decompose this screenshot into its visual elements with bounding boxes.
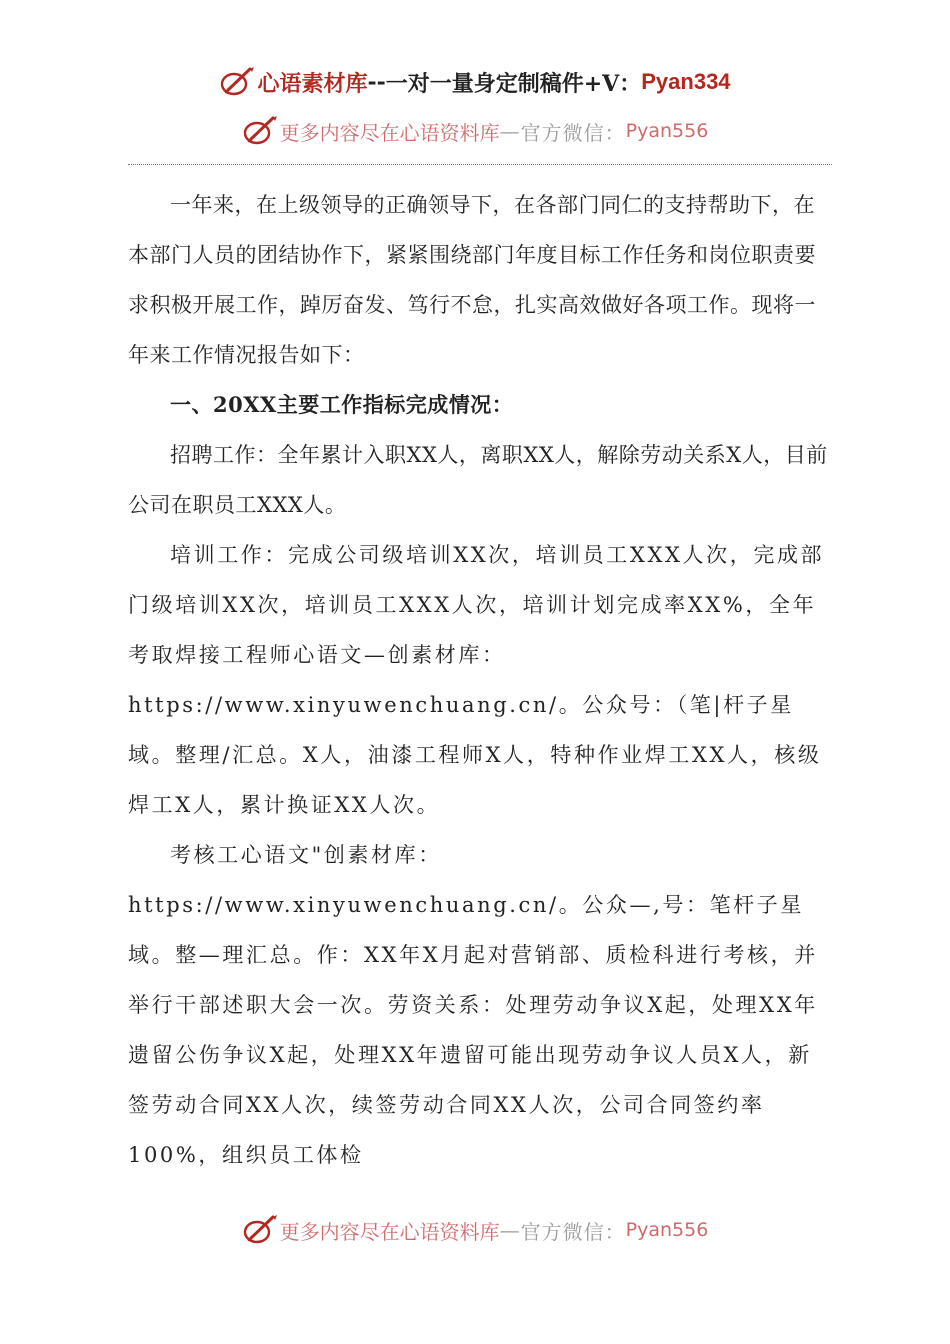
pen-logo-icon: [242, 1213, 278, 1247]
sub-banner-text: 更多内容尽在心语资料库: [279, 120, 500, 145]
paragraph-recruitment: 招聘工作：全年累计入职XX人，离职XX人，解除劳动关系X人，目前公司在职员工XXX人。: [128, 443, 828, 517]
footer-text: 更多内容尽在心语资料库: [279, 1219, 500, 1244]
header-divider: [128, 164, 832, 165]
contact-prefix: +V：: [583, 70, 642, 97]
sub-banner-label: 官方微信：: [520, 120, 626, 145]
brand-slogan: 一对一量身定制稿件: [385, 70, 584, 97]
brand-separator: --: [367, 69, 386, 95]
sub-banner: [0, 111, 950, 151]
document-body: [128, 180, 834, 1180]
pen-logo-icon: [242, 114, 278, 148]
pen-logo-icon: [219, 65, 255, 99]
footer-label: 官方微信：: [520, 1219, 626, 1244]
footer-banner: [0, 1210, 950, 1250]
paragraph-intro: 一年来，在上级领导的正确领导下，在各部门同仁的支持帮助下，在本部门人员的团结协作下，紧紧围绕部门年度目标工作任务和岗位职责要求积极开展工作，踔厉奋发、笃行不怠，扎实高效做好各项工作。现将一年来工作情况报告如下：: [128, 193, 816, 367]
paragraph-assessment: 考核工心语文"创素材库：https://www.xinyuwenchuang.cn/。公众—,号：笔杆子星域。整—理汇总。作：XX年X月起对营销部、质检科进行考核，并举行干部述职大会一次。劳资关系：处理劳动争议X起，处理XX年遗留公伤争议X起，处理XX年遗留可能出现劳动争议人员X人，新签劳动合同XX人次，续签劳动合同XX人次，公司合同签约率100%，组织员工体检: [128, 843, 818, 1167]
footer-dash: —: [499, 1218, 521, 1242]
sub-banner-dash: —: [499, 119, 521, 143]
header-banner: [0, 62, 950, 102]
section-heading: 一、20XX主要工作指标完成情况：: [170, 392, 514, 417]
contact-id: Pyan334: [641, 69, 731, 94]
sub-banner-wechat: Pyan556: [625, 120, 709, 142]
brand-name: 心语素材库: [257, 70, 368, 97]
paragraph-training: 培训工作：完成公司级培训XX次，培训员工XXX人次，完成部门级培训XX次，培训员工XXX人次，培训计划完成率XX%，全年考取焊接工程师心语文—创素材库：https://www.xinyuwenchuang.cn/。公众号：（笔|杆子星域。整理/汇总。X人，油漆工程师X人，特种作业焊工XX人，核级焊工X人，累计换证XX人次。: [128, 543, 825, 817]
footer-wechat: Pyan556: [625, 1219, 709, 1241]
